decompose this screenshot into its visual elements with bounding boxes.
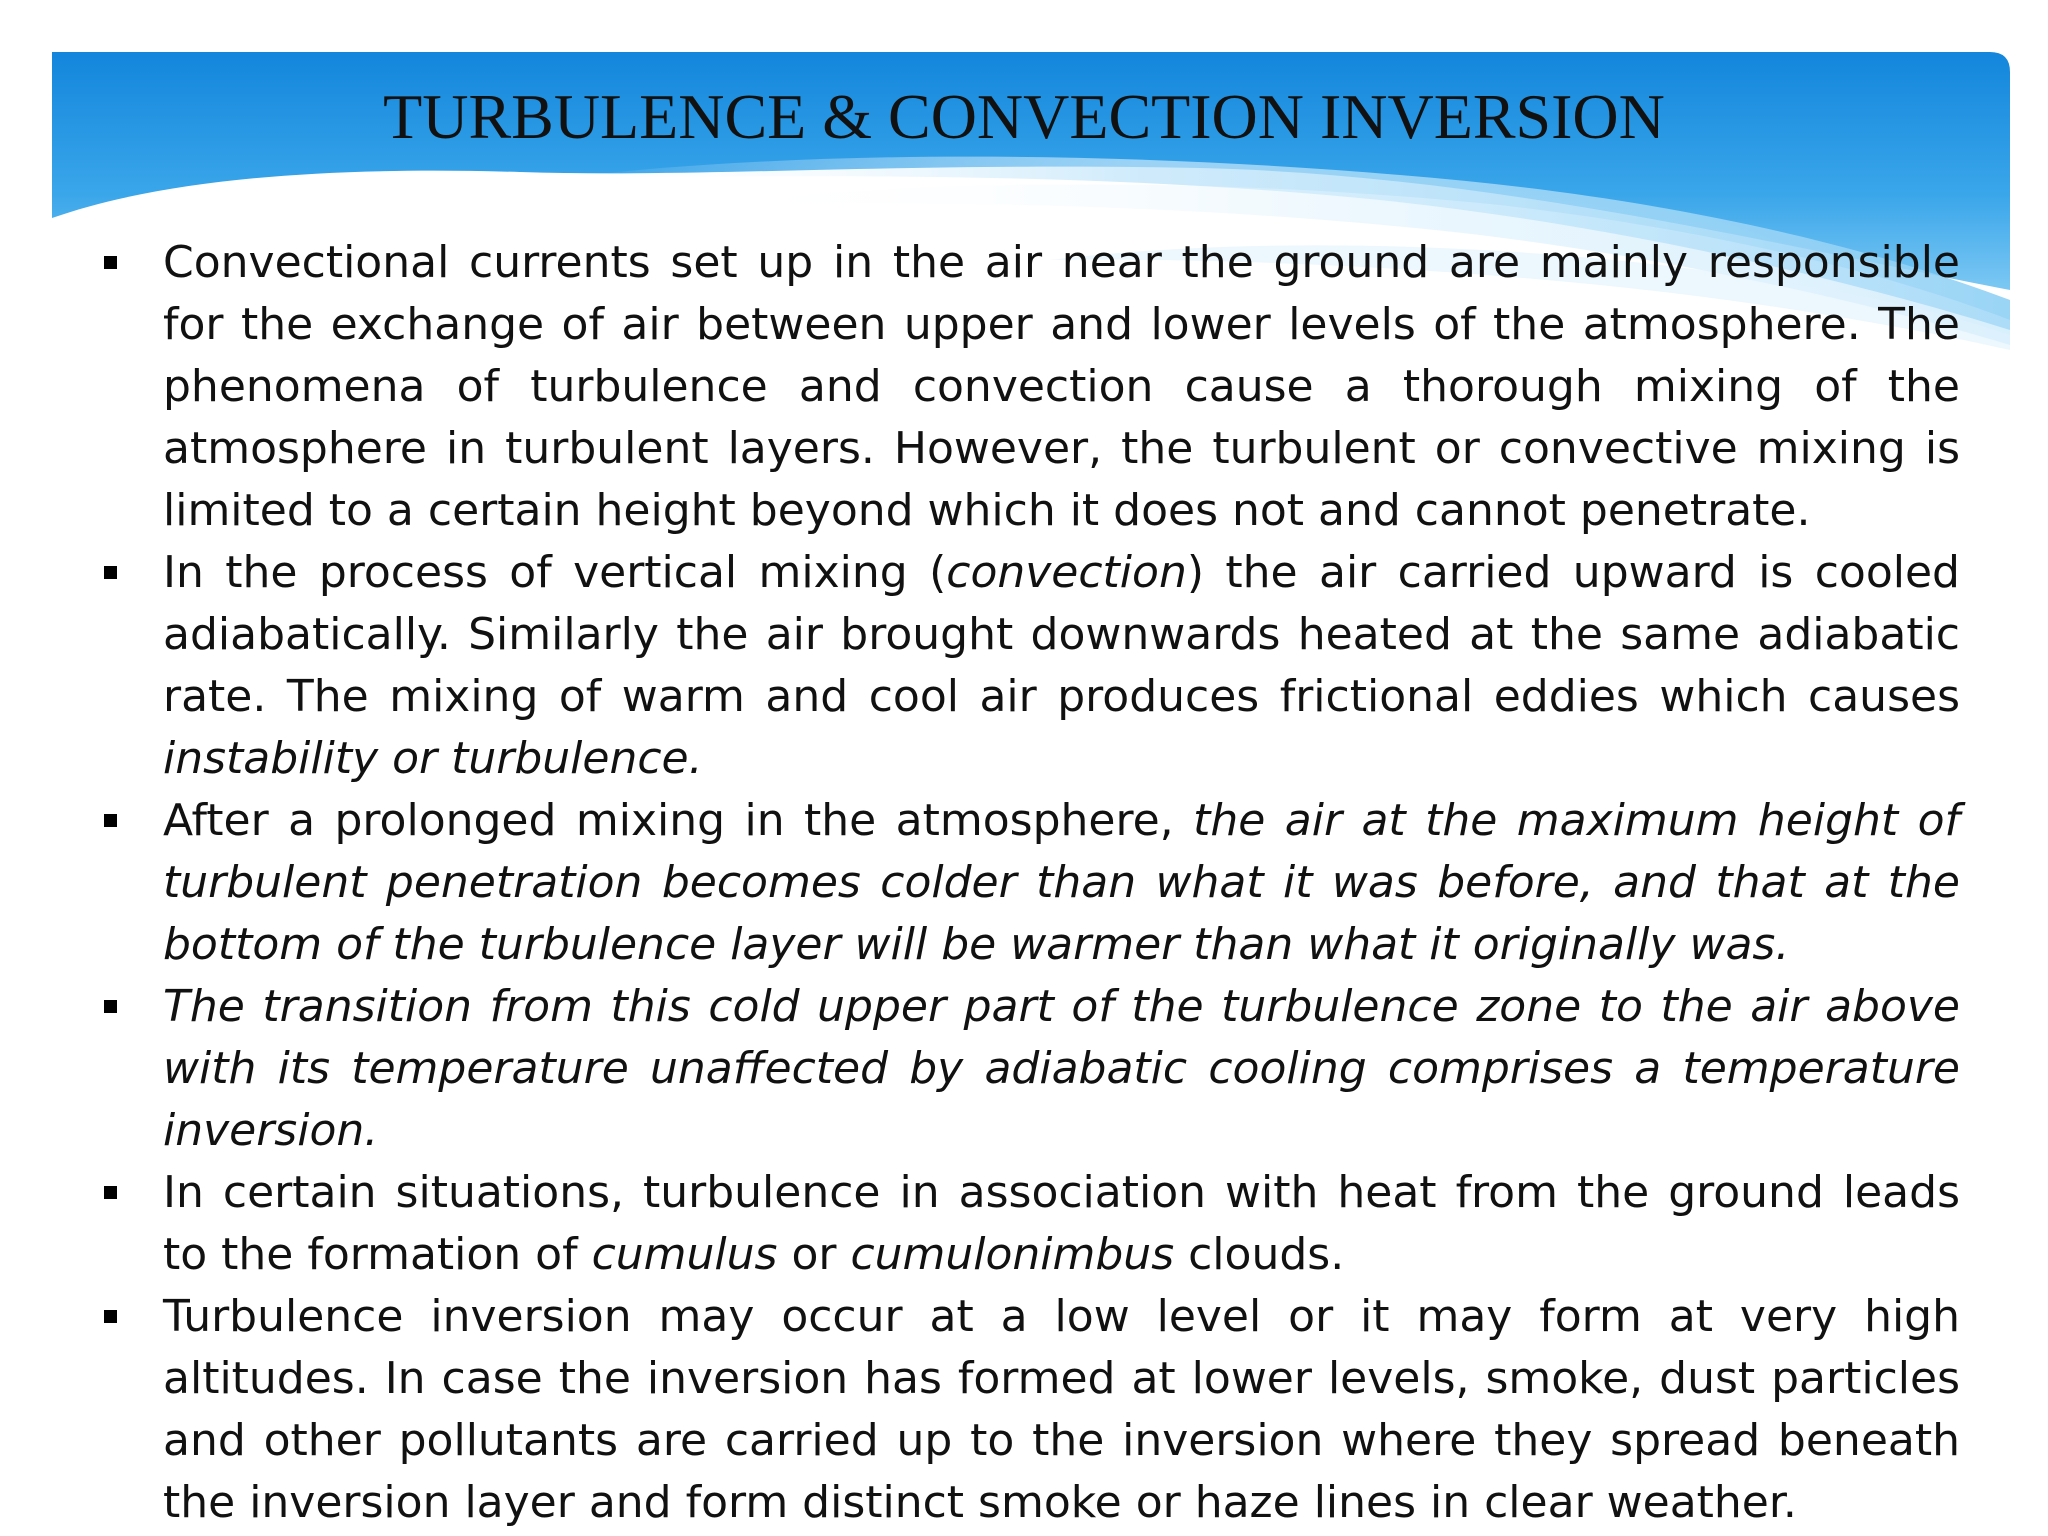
italic-text: the air at the maximum height of turbulent penetration becomes colder than what it was before, and that at the bottom of the turbulence layer will be warmer than what it originally was.	[163, 795, 1961, 970]
text-run: ) the air carried upward is cooled adiabatically. Similarly the air brought downwards heated at the same adiabatic rate. The mixing of warm and cool air produces frictional eddies which causes	[163, 547, 1960, 722]
square-bullet-icon	[104, 814, 117, 827]
bullet-text	[163, 1167, 1960, 1280]
text-run: clouds.	[1174, 1229, 1345, 1280]
square-bullet-icon	[104, 1310, 117, 1323]
text-run: After a prolonged mixing in the atmosphere,	[163, 795, 1194, 846]
text-run: In certain situations, turbulence in association with heat from the ground leads to the formation of	[163, 1167, 1960, 1280]
bullet-list	[100, 232, 1960, 1534]
italic-text: instability or turbulence.	[163, 733, 703, 784]
square-bullet-icon	[104, 1186, 117, 1199]
text-run: In the process of vertical mixing (	[163, 547, 947, 598]
square-bullet-icon	[104, 566, 117, 579]
bullet-item	[100, 976, 1960, 1162]
bullet-text	[163, 237, 1960, 536]
bullet-text	[163, 547, 1960, 784]
bullet-item	[100, 542, 1960, 790]
square-bullet-icon	[104, 1000, 117, 1013]
bullet-item	[100, 790, 1960, 976]
bullet-text	[163, 1291, 1960, 1528]
bullet-item	[100, 1162, 1960, 1286]
text-run: or	[777, 1229, 851, 1280]
italic-text: cumulonimbus	[850, 1229, 1175, 1280]
square-bullet-icon	[104, 256, 117, 269]
italic-text: convection	[946, 547, 1187, 598]
bullet-item	[100, 232, 1960, 542]
slide-title: TURBULENCE & CONVECTION INVERSION	[383, 81, 1665, 152]
bullet-item	[100, 1286, 1960, 1534]
bullet-text	[163, 981, 1960, 1156]
text-run: Convectional currents set up in the air near the ground are mainly responsible for the exchange of air between upper and lower levels of the atmosphere. The phenomena of turbulence and convection cause a thorough mixing of the atmosphere in turbulent layers. However, the turbulent or convective mixing is limited to a certain height beyond which it does not and cannot penetrate.	[163, 237, 1960, 536]
italic-text: cumulus	[591, 1229, 778, 1280]
text-run: Turbulence inversion may occur at a low level or it may form at very high altitudes. In case the inversion has formed at lower levels, smoke, dust particles and other pollutants are carried up to the inversion where they spread beneath the inversion layer and form distinct smoke or haze lines in clear weather.	[163, 1291, 1960, 1528]
italic-text: The transition from this cold upper part of the turbulence zone to the air above with its temperature unaffected by adiabatic cooling comprises a temperature inversion.	[163, 981, 1960, 1156]
bullet-text	[163, 795, 1960, 970]
